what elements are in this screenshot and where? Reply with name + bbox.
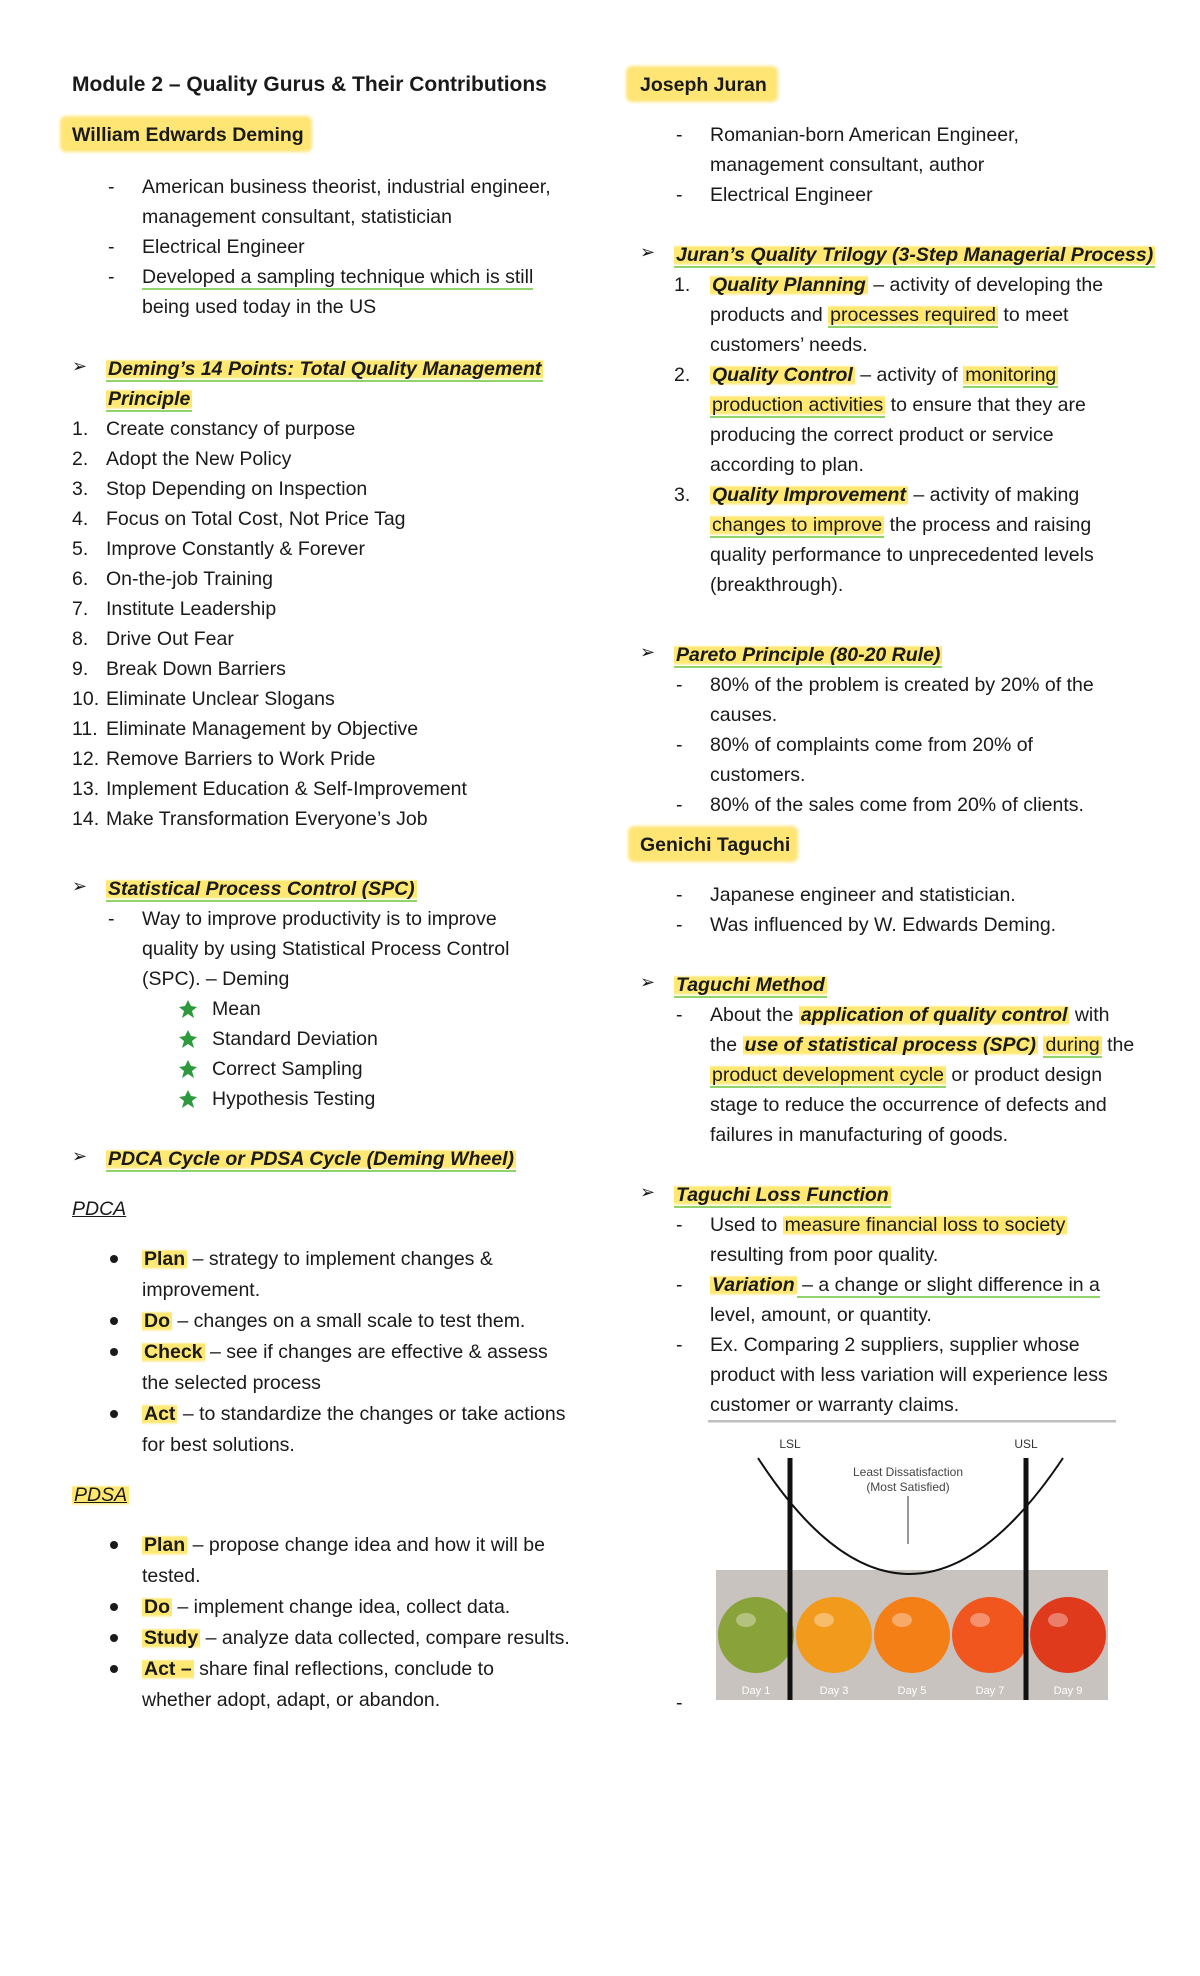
- pdsa-desc: – analyze data collected, compare results.: [200, 1627, 570, 1649]
- trilogy-item-improvement-cont: (breakthrough).: [710, 574, 844, 596]
- pdsa-term: Act –: [144, 1658, 192, 1680]
- spc-text: Way to improve productivity is to improve: [142, 908, 497, 930]
- point-number: 11.: [72, 718, 98, 740]
- taguchi-method-heading: Taguchi Method: [676, 974, 825, 996]
- fruit-shine: [814, 1613, 834, 1627]
- pdsa-label: PDSA: [74, 1484, 128, 1506]
- day-label: Day 3: [819, 1685, 849, 1697]
- pdca-desc: – see if changes are effective & assess: [204, 1341, 548, 1363]
- bullet-dot: [110, 1634, 118, 1642]
- dash: -: [108, 176, 115, 198]
- pdca-heading: PDCA Cycle or PDSA Cycle (Deming Wheel): [108, 1148, 514, 1170]
- arrow-bullet-icon: ➢: [640, 1182, 656, 1202]
- dash: -: [676, 674, 683, 696]
- point-number: 4.: [72, 508, 89, 530]
- dash: -: [676, 1692, 683, 1714]
- point-item: Make Transformation Everyone’s Job: [106, 808, 428, 830]
- pdsa-item: [142, 1592, 510, 1622]
- deming-bio-line: Electrical Engineer: [142, 236, 305, 258]
- bullet-dot: [110, 1317, 118, 1325]
- leaf-bullet-icon: [178, 1089, 198, 1109]
- taguchi-bio-line: Was influenced by W. Edwards Deming.: [710, 914, 1057, 936]
- taguchi-heading: Genichi Taguchi: [640, 834, 791, 856]
- pdsa-desc: share final reflections, conclude to: [193, 1658, 494, 1680]
- point-number: 2.: [72, 448, 89, 470]
- pdca-label: PDCA: [72, 1198, 127, 1220]
- usl-label: USL: [1014, 1437, 1038, 1451]
- trilogy-item-planning: Quality Planning – activity of developing the: [712, 274, 1104, 296]
- deming-bio-line: being used today in the US: [142, 296, 377, 318]
- trilogy-item-improvement: Quality Improvement – activity of making: [712, 484, 1080, 506]
- pdca-desc: – changes on a small scale to test them.: [172, 1310, 526, 1332]
- pareto-line: 80% of the problem is created by 20% of the: [710, 674, 1094, 696]
- point-item: Eliminate Management by Objective: [106, 718, 419, 740]
- loss-function-heading: Taguchi Loss Function: [676, 1184, 889, 1206]
- pdca-term: Plan: [144, 1248, 186, 1270]
- juran-bio-line: Electrical Engineer: [710, 184, 873, 206]
- dash: -: [676, 1004, 683, 1026]
- arrow-bullet-icon: ➢: [640, 972, 656, 992]
- loss-text: product with less variation will experience less: [710, 1364, 1108, 1386]
- pareto-heading: Pareto Principle (80-20 Rule): [676, 644, 941, 666]
- figure-caption: Least Dissatisfaction: [852, 1465, 964, 1479]
- pdca-item: [142, 1306, 525, 1336]
- pdca-item: [142, 1399, 566, 1429]
- pareto-line: causes.: [710, 704, 778, 726]
- day-label: Day 1: [741, 1685, 771, 1697]
- point-item: Create constancy of purpose: [106, 418, 356, 440]
- point-item: Adopt the New Policy: [106, 448, 292, 470]
- pdca-item-cont: the selected process: [142, 1372, 321, 1394]
- spc-item: Hypothesis Testing: [212, 1088, 376, 1110]
- point-item: Stop Depending on Inspection: [106, 478, 368, 500]
- trilogy-item-planning-cont: products and processes required to meet: [710, 304, 1069, 326]
- point-number: 14.: [72, 808, 100, 830]
- deming-bio-line: Developed a sampling technique which is still: [142, 266, 534, 288]
- arrow-bullet-icon: ➢: [72, 876, 88, 896]
- dash: -: [676, 1334, 683, 1356]
- trilogy-item-control-cont: according to plan.: [710, 454, 864, 476]
- pdsa-term: Do: [144, 1596, 170, 1618]
- dash: -: [108, 908, 115, 930]
- spc-heading: Statistical Process Control (SPC): [108, 878, 415, 900]
- point-number: 7.: [72, 598, 89, 620]
- trilogy-item-control-cont: producing the correct product or service: [710, 424, 1054, 446]
- dash: -: [676, 124, 683, 146]
- bullet-dot: [110, 1348, 118, 1356]
- pdca-item-cont: for best solutions.: [142, 1434, 295, 1456]
- pareto-line: 80% of the sales come from 20% of clients.: [710, 794, 1084, 816]
- pdca-item-cont: improvement.: [142, 1279, 261, 1301]
- pdca-term: Check: [144, 1341, 203, 1363]
- pdsa-item: [142, 1623, 570, 1653]
- loss-text: resulting from poor quality.: [710, 1244, 939, 1266]
- point-item: Break Down Barriers: [106, 658, 286, 680]
- dash: -: [676, 184, 683, 206]
- dash: -: [108, 266, 115, 288]
- point-item: Drive Out Fear: [106, 628, 234, 650]
- point-number: 12.: [72, 748, 100, 770]
- trilogy-number: 1.: [674, 274, 691, 296]
- pdca-term: Act: [144, 1403, 176, 1425]
- day-label: Day 9: [1053, 1685, 1083, 1697]
- fruit-shine: [1048, 1613, 1068, 1627]
- pdsa-item: [142, 1530, 545, 1560]
- loss-text: Ex. Comparing 2 suppliers, supplier whose: [710, 1334, 1080, 1356]
- deming-points-heading: Deming’s 14 Points: Total Quality Management: [108, 358, 542, 380]
- pdsa-item-cont: tested.: [142, 1565, 201, 1587]
- pdca-item: [142, 1244, 493, 1274]
- pdsa-term: Plan: [144, 1534, 186, 1556]
- spc-item: Standard Deviation: [212, 1028, 378, 1050]
- trilogy-number: 2.: [674, 364, 691, 386]
- deming-bio-line: management consultant, statistician: [142, 206, 453, 228]
- pdsa-desc: – propose change idea and how it will be: [187, 1534, 545, 1556]
- pareto-line: customers.: [710, 764, 806, 786]
- leaf-bullet-icon: [178, 999, 198, 1019]
- bullet-dot: [110, 1665, 118, 1673]
- point-item: Remove Barriers to Work Pride: [106, 748, 376, 770]
- pdsa-term: Study: [144, 1627, 199, 1649]
- dash: -: [676, 1274, 683, 1296]
- dash: -: [676, 1214, 683, 1236]
- trilogy-number: 3.: [674, 484, 691, 506]
- dash: -: [676, 794, 683, 816]
- fruit: [874, 1597, 950, 1673]
- point-number: 8.: [72, 628, 89, 650]
- pdca-term: Do: [144, 1310, 170, 1332]
- point-number: 5.: [72, 538, 89, 560]
- juran-bio-line: Romanian-born American Engineer,: [710, 124, 1019, 146]
- dash: -: [676, 734, 683, 756]
- loss-text: customer or warranty claims.: [710, 1394, 960, 1416]
- taguchi-method-text: the use of statistical process (SPC) during the: [710, 1034, 1135, 1056]
- spc-text: quality by using Statistical Process Control: [142, 938, 510, 960]
- point-item: On-the-job Training: [106, 568, 273, 590]
- leaf-bullet-icon: [178, 1059, 198, 1079]
- pdsa-item-cont: whether adopt, adapt, or abandon.: [142, 1689, 441, 1711]
- fruit-shine: [970, 1613, 990, 1627]
- taguchi-method-text: stage to reduce the occurrence of defects and: [710, 1094, 1107, 1116]
- pdca-item: [142, 1337, 548, 1367]
- taguchi-method-text: About the application of quality control with: [710, 1004, 1110, 1026]
- arrow-bullet-icon: ➢: [640, 642, 656, 662]
- pdsa-item: [142, 1654, 494, 1684]
- trilogy-heading: Juran’s Quality Trilogy (3-Step Managerial Process): [676, 244, 1154, 266]
- taguchi-method-text: failures in manufacturing of goods.: [710, 1124, 1009, 1146]
- taguchi-method-text: product development cycle or product design: [712, 1064, 1103, 1086]
- point-item: Focus on Total Cost, Not Price Tag: [106, 508, 406, 530]
- taguchi-loss-figure: [708, 1420, 1116, 1710]
- deming-bio-line: American business theorist, industrial engineer,: [142, 176, 551, 198]
- point-item: Eliminate Unclear Slogans: [106, 688, 335, 710]
- leaf-bullet-icon: [178, 1029, 198, 1049]
- loss-text: level, amount, or quantity.: [710, 1304, 932, 1326]
- trilogy-item-control-cont: production activities to ensure that they are: [712, 394, 1086, 416]
- deming-points-heading-cont: Principle: [108, 388, 191, 410]
- loss-text: Variation – a change or slight difference in a: [712, 1274, 1100, 1296]
- taguchi-bio-line: Japanese engineer and statistician.: [710, 884, 1016, 906]
- pdca-desc: – to standardize the changes or take actions: [177, 1403, 566, 1425]
- arrow-bullet-icon: ➢: [640, 242, 656, 262]
- trilogy-item-improvement-cont: quality performance to unprecedented levels: [710, 544, 1094, 566]
- trilogy-item-improvement-cont: changes to improve the process and raising: [712, 514, 1092, 536]
- arrow-bullet-icon: ➢: [72, 356, 88, 376]
- fruit: [718, 1597, 794, 1673]
- point-number: 6.: [72, 568, 89, 590]
- juran-heading: Joseph Juran: [640, 74, 767, 96]
- pdca-desc: – strategy to implement changes &: [187, 1248, 493, 1270]
- juran-bio-line: management consultant, author: [710, 154, 985, 176]
- trilogy-item-planning-cont: customers’ needs.: [710, 334, 868, 356]
- fruit-row: [718, 1597, 1106, 1673]
- fruit: [1030, 1597, 1106, 1673]
- bullet-dot: [110, 1603, 118, 1611]
- dash: -: [676, 884, 683, 906]
- fruit-shine: [736, 1613, 756, 1627]
- fruit-shine: [892, 1613, 912, 1627]
- fruit: [952, 1597, 1028, 1673]
- day-label: Day 5: [897, 1685, 927, 1697]
- figure-caption: (Most Satisfied): [866, 1480, 950, 1494]
- bullet-dot: [110, 1541, 118, 1549]
- deming-heading: William Edwards Deming: [72, 124, 304, 146]
- bullet-dot: [110, 1410, 118, 1418]
- fruit: [796, 1597, 872, 1673]
- spc-text: (SPC). – Deming: [142, 968, 290, 990]
- point-number: 1.: [72, 418, 89, 440]
- loss-text: Used to measure financial loss to society: [710, 1214, 1066, 1236]
- point-number: 10.: [72, 688, 100, 710]
- point-item: Institute Leadership: [106, 598, 277, 620]
- pdsa-desc: – implement change idea, collect data.: [172, 1596, 511, 1618]
- point-item: Improve Constantly & Forever: [106, 538, 366, 560]
- point-number: 9.: [72, 658, 89, 680]
- dash: -: [108, 236, 115, 258]
- page-title: Module 2 – Quality Gurus & Their Contributions: [72, 73, 547, 96]
- point-number: 13.: [72, 778, 100, 800]
- dash: -: [676, 914, 683, 936]
- day-label: Day 7: [975, 1685, 1005, 1697]
- arrow-bullet-icon: ➢: [72, 1146, 88, 1166]
- point-item: Implement Education & Self-Improvement: [106, 778, 467, 800]
- point-number: 3.: [72, 478, 89, 500]
- spc-item: Correct Sampling: [212, 1058, 363, 1080]
- pareto-line: 80% of complaints come from 20% of: [710, 734, 1033, 756]
- spc-item: Mean: [212, 998, 261, 1020]
- bullet-dot: [110, 1255, 118, 1263]
- trilogy-item-control: Quality Control – activity of monitoring: [712, 364, 1057, 386]
- lsl-label: LSL: [779, 1437, 801, 1451]
